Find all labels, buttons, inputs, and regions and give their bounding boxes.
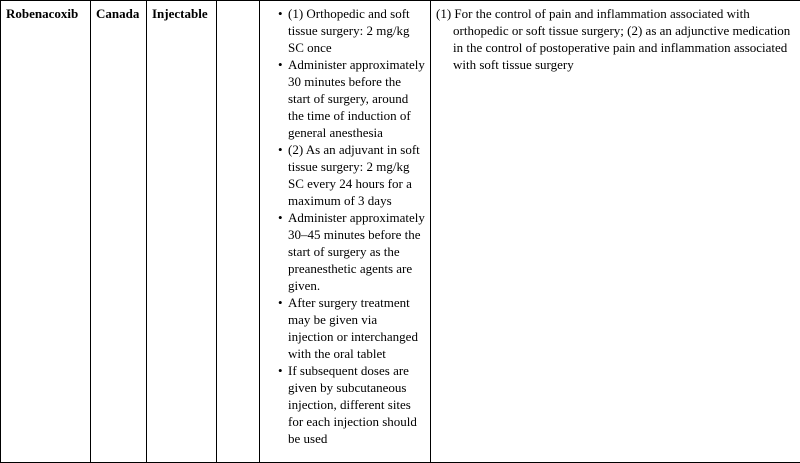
route-cell: Injectable bbox=[147, 1, 217, 463]
list-item bbox=[278, 362, 425, 447]
indication-text: (1) For the control of pain and inflammation associated with orthopedic or soft tissue surgery; (2) as an adjunctive medication in the control of postoperative pain and inflammation associated with soft tissue surgery bbox=[436, 6, 791, 72]
bullet-icon: • bbox=[278, 210, 283, 225]
list-item bbox=[278, 141, 425, 209]
indication-cell bbox=[431, 1, 800, 463]
dosing-text: After surgery treatment may be given via injection or interchanged with the oral tablet bbox=[288, 295, 418, 361]
bullet-icon: • bbox=[278, 6, 283, 21]
empty-cell bbox=[217, 1, 260, 463]
dosing-text: (2) As an adjuvant in soft tissue surgery: 2 mg/kg SC every 24 hours for a maximum of 3 days bbox=[288, 142, 420, 208]
drug-name-cell: Robenacoxib bbox=[1, 1, 91, 463]
list-item bbox=[278, 294, 425, 362]
list-item bbox=[278, 5, 425, 56]
country-cell: Canada bbox=[91, 1, 147, 463]
list-item bbox=[278, 56, 425, 141]
bullet-icon: • bbox=[278, 142, 283, 157]
table-row bbox=[1, 1, 800, 463]
bullet-icon: • bbox=[278, 363, 283, 378]
dosing-text: (1) Orthopedic and soft tissue surgery: 2 mg/kg SC once bbox=[288, 6, 410, 55]
dosing-text: If subsequent doses are given by subcutaneous injection, different sites for each injection should be used bbox=[288, 363, 417, 446]
dosing-cell bbox=[260, 1, 431, 463]
dosing-list bbox=[265, 5, 425, 447]
list-item bbox=[278, 209, 425, 294]
dosing-text: Administer approximately 30–45 minutes before the start of surgery as the preanesthetic agents are given. bbox=[288, 210, 425, 293]
bullet-icon: • bbox=[278, 295, 283, 310]
dosing-text: Administer approximately 30 minutes before the start of surgery, around the time of induction of general anesthesia bbox=[288, 57, 425, 140]
bullet-icon: • bbox=[278, 57, 283, 72]
